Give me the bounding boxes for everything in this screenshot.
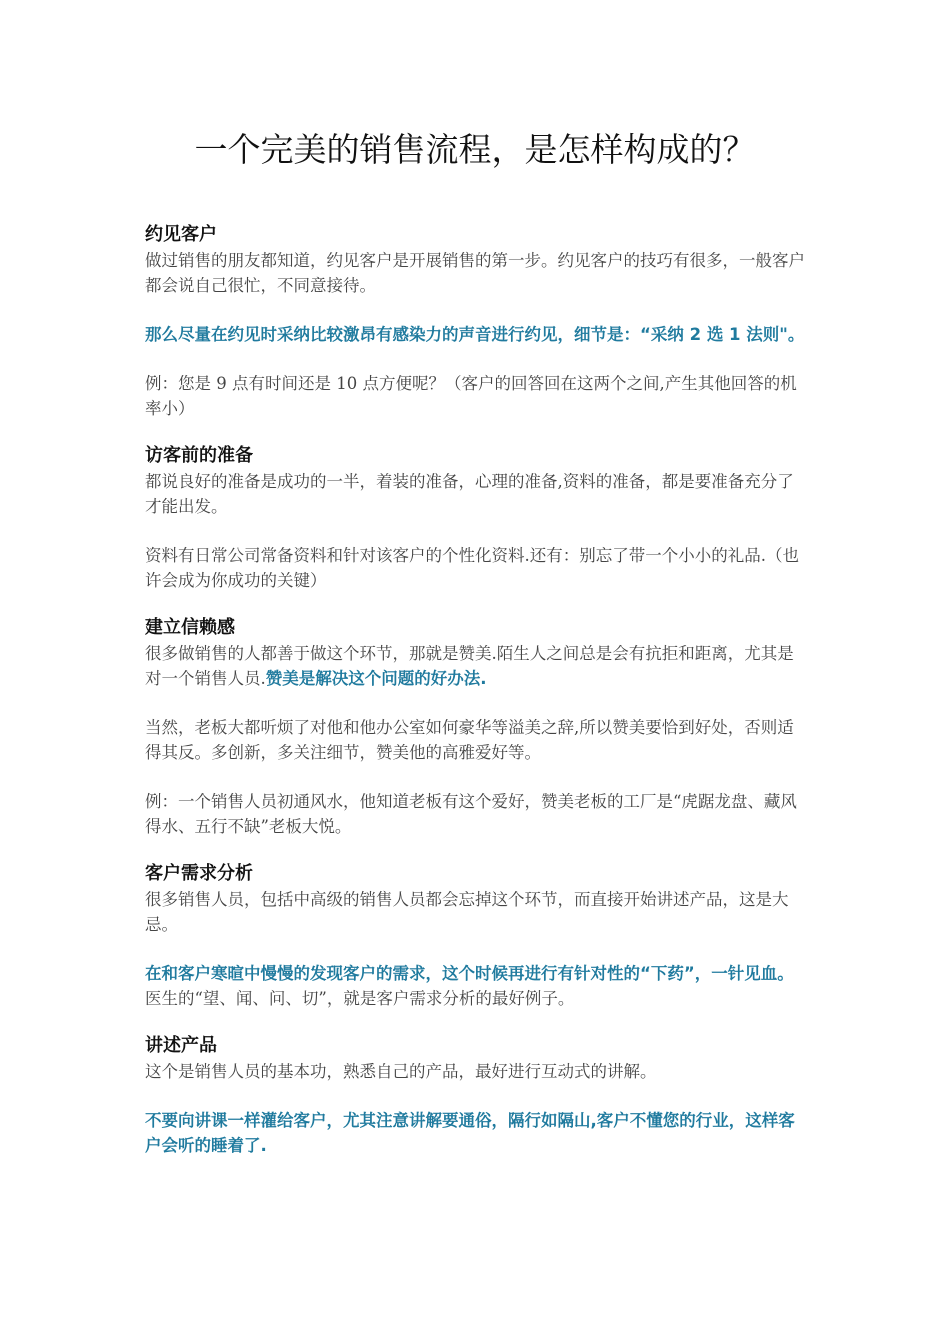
highlight-text: 在和客户寒暄中慢慢的发现客户的需求，这个时候再进行有针对性的“下药”，一针见血。 xyxy=(145,964,794,983)
paragraph: 例：一个销售人员初通风水，他知道老板有这个爱好，赞美老板的工厂是“虎踞龙盘、藏风得水、五行不缺”老板大悦。 xyxy=(145,792,797,836)
section-heading: 客户需求分析 xyxy=(145,863,253,884)
section-appointment xyxy=(145,222,805,421)
paragraph-text: 很多做销售的人都善于做这个环节，那就是赞美.陌生人之间总是会有抗拒和距离，尤其是对一个销售人员. xyxy=(145,644,794,688)
section-heading: 建立信赖感 xyxy=(145,617,235,638)
paragraph-text: 医生的“望、闻、问、切”，就是客户需求分析的最好例子。 xyxy=(145,989,575,1008)
paragraph: 做过销售的朋友都知道，约见客户是开展销售的第一步。约见客户的技巧有很多，一般客户都会说自己很忙，不同意接待。 xyxy=(145,251,805,295)
paragraph: 当然，老板大都听烦了对他和他办公室如何豪华等溢美之辞,所以赞美要恰到好处，否则适得其反。多创新，多关注细节，赞美他的高雅爱好等。 xyxy=(145,718,794,762)
paragraph: 这个是销售人员的基本功，熟悉自己的产品，最好进行互动式的讲解。 xyxy=(145,1062,657,1081)
paragraph: 资料有日常公司常备资料和针对该客户的个性化资料.还有：别忘了带一个小小的礼品.（也许会成为你成功的关键） xyxy=(145,546,799,590)
highlight-text: 赞美是解决这个问题的好办法. xyxy=(265,669,487,688)
paragraph: 都说良好的准备是成功的一半，着装的准备，心理的准备,资料的准备，都是要准备充分了才能出发。 xyxy=(145,472,794,516)
section-heading: 访客前的准备 xyxy=(145,445,253,466)
highlight-paragraph: 那么尽量在约见时采纳比较激昂有感染力的声音进行约见，细节是：“采纳 2 选 1 法则"。 xyxy=(145,325,805,344)
section-needs-analysis xyxy=(145,861,805,1011)
section-heading: 讲述产品 xyxy=(145,1035,217,1056)
paragraph: 很多销售人员，包括中高级的销售人员都会忘掉这个环节，而直接开始讲述产品，这是大忌。 xyxy=(145,890,789,934)
section-heading: 约见客户 xyxy=(145,224,217,245)
highlight-paragraph: 不要向讲课一样灌给客户，尤其注意讲解要通俗，隔行如隔山,客户不懂您的行业，这样客户会听的睡着了. xyxy=(145,1111,795,1155)
section-preparation xyxy=(145,443,805,593)
document-body xyxy=(145,222,805,1180)
section-trust xyxy=(145,615,805,839)
page-title: 一个完美的销售流程，是怎样构成的？ xyxy=(194,130,756,169)
paragraph xyxy=(145,641,805,691)
paragraph: 例：您是 9 点有时间还是 10 点方便呢？（客户的回答回在这两个之间,产生其他回答的机率小） xyxy=(145,374,797,418)
paragraph xyxy=(145,961,805,1011)
section-product-presentation xyxy=(145,1033,805,1158)
